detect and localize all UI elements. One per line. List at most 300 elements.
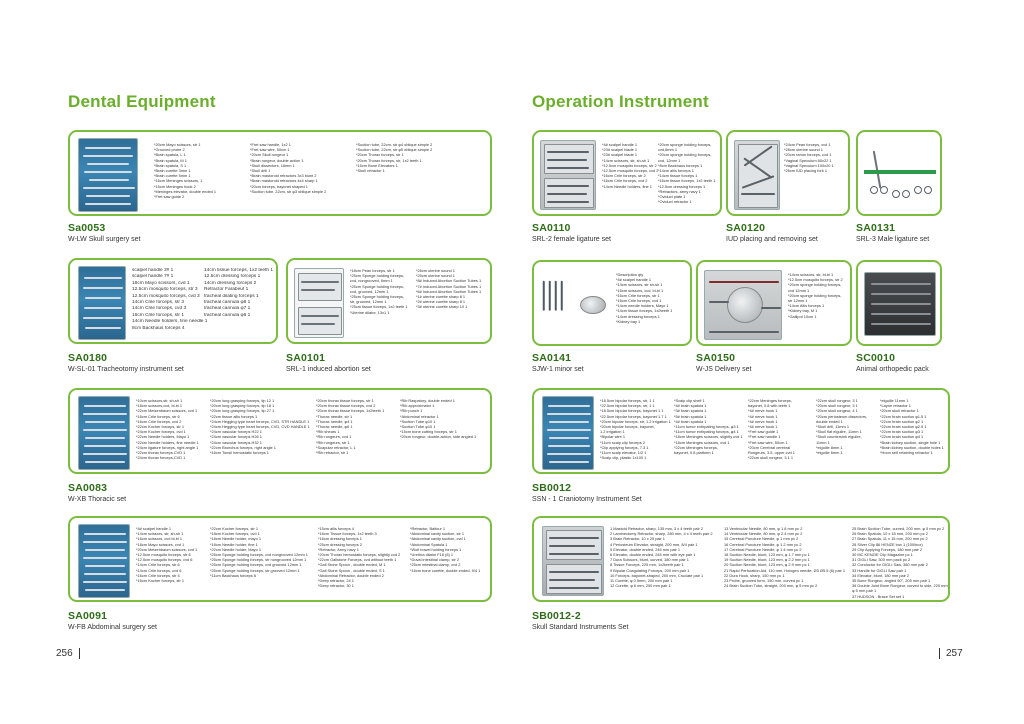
spec-line: *16cm Crile forceps, str 6 bbox=[136, 413, 180, 419]
spec-line: cvd, nongrooved, 6mm 1 bbox=[350, 278, 393, 284]
spec-line: *Abdominal cavity suction, str 1 bbox=[410, 531, 465, 537]
spec-line: 33 Handle for GIGLI Saw pair 1 bbox=[852, 567, 907, 573]
spec-line: 30 MC KENZIE Clip Magazine pc 1 bbox=[852, 552, 913, 558]
spec-line: 8cm Backhaus forceps 4 bbox=[132, 325, 185, 331]
spec-line: *Brain kidney suction, double holes 1 bbox=[880, 444, 944, 450]
product-photo-sa0053 bbox=[78, 138, 138, 212]
spec-line: *12.5cm mosquito forceps, cvd 2 bbox=[602, 168, 659, 174]
spec-line: tracheal cannula φ8 1 bbox=[204, 300, 251, 306]
spec-line: *20cm Thorax hemostatic forceps, slightly cvd 2 bbox=[318, 552, 401, 558]
spec-line: 7 Dura Scissors, blunt, curved, 180 mm pair 1 bbox=[610, 557, 689, 563]
spec-line: 4 Periosteum Elevator, straight, 200 mm, 8/4 pair 1 bbox=[610, 541, 698, 547]
product-photo-sa0180 bbox=[78, 266, 126, 340]
product-name-sb0012-2: Skull Standard Instruments Set bbox=[532, 624, 629, 631]
spec-line: 16cm Crile forceps, str 1 bbox=[132, 312, 184, 318]
spec-line: *22cm thorax forceps,CVD 1 bbox=[136, 450, 186, 456]
spec-line: 14cm Needle holders, fine needle 1 bbox=[132, 319, 208, 325]
spec-line: 11mm 1 bbox=[816, 439, 830, 445]
spec-line: *Fret saw handle, 1x2 1 bbox=[250, 142, 291, 147]
spec-line: *18.5cm bipolar forceps, bayonet 1 1 bbox=[600, 408, 664, 414]
spec-line: *20cm forceps, bayonet shaped 1 bbox=[250, 183, 308, 189]
product-photo-sa0101 bbox=[294, 268, 344, 338]
spec-line: *3# brain spatula 1 bbox=[674, 408, 707, 414]
spec-line: *14cm scissors, str, sh-sh 1 bbox=[136, 531, 184, 537]
spec-column bbox=[136, 526, 197, 583]
spec-line: *Suction Tube φ10 1 bbox=[400, 418, 436, 424]
spec-column bbox=[154, 142, 216, 199]
spec-line: bayonet, 0.8 platform 1 bbox=[674, 450, 714, 456]
spec-column bbox=[852, 526, 948, 602]
spec-line: *14cm scissors, str, bl-bl 1 bbox=[788, 272, 834, 277]
spec-line: *4# brain spatula 1 bbox=[674, 418, 707, 424]
spec-line: *25cm uterine sound 1 bbox=[416, 273, 455, 279]
spec-line: *14cm scissors, str sh-sh 1 bbox=[616, 282, 663, 288]
spec-column bbox=[724, 526, 845, 588]
product-code-sa0053: Sa0053 bbox=[68, 222, 106, 234]
spec-line: *20cm Thorax forceps, str, 1x2 teeth 1 bbox=[356, 157, 422, 163]
spec-line: *20cm lung grasping forceps, tip 18 1 bbox=[210, 403, 275, 409]
spec-line: *Gall Stone Spoon , double ended, M 1 bbox=[318, 562, 386, 568]
spec-line: 11 Curette, φ 0.5mm, 200 mm pair 1 bbox=[610, 578, 673, 584]
product-name-sa0091: W-FB Abdominal surgery set bbox=[68, 624, 157, 631]
spec-line: *22cm Bronchus forceps, right angle 1 bbox=[210, 444, 276, 450]
spec-line: *24cm Hegging type heart forceps, CVD, STR HANDLE 1 bbox=[210, 418, 310, 424]
product-card-sa0131 bbox=[856, 130, 942, 216]
product-card-sa0150 bbox=[696, 260, 852, 346]
spec-line: 29 Clip Applying Forceps, 180 mm pair 2 bbox=[852, 546, 923, 552]
spec-line: *Skull dissectors, 16mm 1 bbox=[250, 162, 295, 168]
spec-line: *25cm Sponge holding forceps, cvd nongrooved 12mm 1 bbox=[210, 552, 308, 558]
spec-line: *25cm Sponge holding forceps, bbox=[350, 294, 405, 300]
spec-line: *22cm Needle holders, Mayo 1 bbox=[136, 434, 190, 440]
spec-line: *18cm scissors,cvd, bl-bl 1 bbox=[136, 403, 183, 409]
spec-line: 38 KANEY scalp clip applying forceps, 180mm pair 2 bbox=[852, 598, 943, 602]
spec-line: *Kidney tray, M 1 bbox=[788, 308, 818, 314]
spec-line: *Suction Tube φ10 1 bbox=[400, 424, 436, 430]
spec-line: *16cm Tissue forceps, 1x2 teeth 3 bbox=[318, 531, 377, 537]
spec-line: *18cm Meninges scissors, slightly cvd 1 bbox=[674, 434, 743, 440]
spec-line: *Hoon self retaining retractor 1 bbox=[880, 450, 933, 456]
product-code-sc0010: SC0010 bbox=[856, 352, 896, 364]
spec-line: *16cm Crile forceps, cvd 2 bbox=[602, 178, 648, 184]
spec-line: *14cm Crile forceps, cvd 6 bbox=[136, 567, 182, 573]
spec-column bbox=[416, 268, 481, 310]
spec-line: *4# scalpel handle 1 bbox=[136, 526, 172, 531]
spec-line: 31 GIGLI Saw, 300 mm pack pc 2 bbox=[852, 557, 911, 563]
spec-line: *Brain spatula, L 1 bbox=[154, 152, 186, 158]
spec-line: *16cm Tonsil hemostatic forceps 1 bbox=[210, 450, 269, 456]
product-name-sa0131: SRL-3 Male ligature set bbox=[856, 236, 930, 243]
spec-line: *16cm dressing forceps 1 bbox=[318, 536, 362, 542]
spec-line: *11cm Backhaus forceps 6 bbox=[210, 572, 256, 578]
spec-line: *elguille 6mm 1 bbox=[816, 450, 843, 456]
spec-line: *14cm Crile forceps, str 6 bbox=[136, 562, 180, 568]
spec-line: *12.5cm dressing forceps 1 bbox=[658, 183, 706, 189]
spec-line: *20cm sponge holding forceps, bbox=[788, 282, 842, 288]
spec-line: *2# uterine curette sharp 8 1 bbox=[416, 299, 466, 305]
spec-line: 3 Brain Retractor, 10 x 25 pair 1 bbox=[610, 536, 665, 542]
spec-line: *Rib punch 1 bbox=[400, 408, 423, 414]
product-name-sa0101: SRL-1 induced abortion set bbox=[286, 366, 371, 373]
product-photo-sa0110 bbox=[540, 140, 596, 210]
spec-line: *14cm Needle holders, fine 1 bbox=[602, 183, 652, 189]
spec-line: Rongeurs, 3.5, upper cvd 1 bbox=[748, 450, 795, 456]
product-name-sc0010: Animal orthopedic pack bbox=[856, 366, 929, 373]
spec-line: cvd, grooved, 12mm 1 bbox=[350, 288, 389, 294]
product-name-sa0141: SJW-1 minor set bbox=[532, 366, 584, 373]
spec-line: *20cm Skull rongeur 1 bbox=[250, 152, 289, 158]
spec-line: *4# brain spatula 1 bbox=[674, 403, 707, 409]
spec-column bbox=[674, 398, 743, 455]
spec-line: *4# scalpel handle 1 bbox=[602, 142, 638, 147]
spec-line: *Kidney tray 1 bbox=[616, 318, 641, 324]
spec-line: *12.5cm mosquito forceps, str 6 bbox=[136, 552, 191, 558]
product-name-sa0053: W-LW Skull surgery set bbox=[68, 236, 141, 243]
spec-line: 26 Brain Spatula, 10 x 18 mm, 200 mm pc 2 bbox=[852, 531, 928, 537]
spec-line: *Retractors, army navy 1 bbox=[658, 188, 701, 194]
spec-line: cvd, 12mm 1 bbox=[658, 157, 681, 163]
product-card-sa0101 bbox=[286, 258, 492, 344]
product-name-sa0110: SRL-2 female ligature set bbox=[532, 236, 611, 243]
spec-line: *14cm needle holders, Mayo 1 bbox=[616, 303, 669, 309]
section-title-operation-instrument: Operation Instrument bbox=[532, 92, 709, 111]
spec-line: *11cm scalp elevator, 1/2 1 bbox=[600, 450, 647, 456]
spec-line: *20cm thorax tissue forceps, str 1 bbox=[316, 398, 374, 403]
spec-line: *Skull retractor 1 bbox=[356, 168, 385, 174]
spec-line: *4# nerve hook 1 bbox=[748, 408, 778, 414]
spec-line: *Retractor, Army navy 1 bbox=[318, 546, 359, 552]
spec-line: 22 Dura Hook, sharp, 150 mm pc 1 bbox=[724, 572, 785, 578]
right-page bbox=[512, 0, 1024, 724]
spec-line: *16cm Crile forceps, cvd 1 bbox=[616, 298, 662, 304]
spec-line: *14cm tissue forceps 1 bbox=[658, 173, 698, 179]
spec-line: 37 HUDSON - Brace Set set 1 bbox=[852, 593, 905, 599]
spec-line: *12.5cm mosquito forceps, cvd 6 bbox=[136, 557, 193, 563]
product-photo-sa0091 bbox=[78, 524, 130, 598]
spec-line: *8cm Backhaus forceps 1 bbox=[658, 162, 703, 168]
spec-line: *23# scalpel blade 1 bbox=[602, 147, 638, 153]
product-name-sa0120: IUD placing and removing set bbox=[726, 236, 818, 243]
spec-line: str, grooved, 12mm 1 bbox=[350, 299, 387, 305]
spec-line: *14cm dressing forceps 1 bbox=[616, 313, 660, 319]
spec-line: *25cm tissue forceps, 1x2 teeth 1 bbox=[350, 304, 408, 310]
product-photo-sa0083 bbox=[78, 396, 130, 470]
spec-line: *24cm ligature forceps, right angle 1 bbox=[136, 444, 199, 450]
spec-line: *22cm Needle holders, fine needle 1 bbox=[136, 439, 199, 445]
spec-line: *20cm lung grasping forceps, tip 27 1 bbox=[210, 408, 275, 414]
spec-column bbox=[350, 268, 408, 315]
spec-column bbox=[610, 526, 713, 588]
spec-column bbox=[600, 398, 671, 460]
spec-line: *Abdominal Retractor, double ended 2 bbox=[318, 572, 384, 578]
spec-line: *22cm brain suction φ1.5 1 bbox=[880, 413, 927, 419]
spec-line: *16cm tissue forceps, 1x2 teeth 1 bbox=[658, 178, 716, 184]
spec-line: *20cm skull rongeur, 3 1 bbox=[816, 403, 858, 409]
spec-line: scalpel handle 3# 1 bbox=[132, 268, 174, 273]
spec-line: *14cm allis forceps 1 bbox=[658, 168, 694, 174]
spec-line: *Thorax needle, φ6 1 bbox=[316, 424, 353, 430]
spec-line: *16cm Crile forceps, str 2 bbox=[602, 173, 646, 179]
spec-line: *22cm brain suction φ3 1 bbox=[880, 429, 924, 435]
spec-line: *25cm Sponge holding forceps, str nongrooved 12mm 1 bbox=[210, 557, 307, 563]
spec-line: *12.5cm mosquito forceps, str 2 bbox=[788, 277, 843, 283]
spec-line: *20cm bipolar forceps, bayonet, bbox=[600, 424, 655, 430]
spec-line: *22cm skull rongeur, 3 1 bbox=[816, 398, 858, 403]
spec-line: *22cm brain suction φ2 1 bbox=[880, 418, 924, 424]
spec-line: *Skull drill 1 bbox=[250, 168, 271, 174]
product-name-sa0150: W-JS Delivery set bbox=[696, 366, 752, 373]
spec-line: *Deep retractor, 30 1 bbox=[318, 583, 354, 589]
spec-column bbox=[356, 142, 432, 173]
spec-line: φ 5 mm pair 1 bbox=[852, 588, 877, 594]
spec-line: *22.5cm bipolar forceps, str, 1 1 bbox=[600, 403, 655, 409]
spec-line: *Fret saw wire, 50cm 1 bbox=[748, 439, 788, 445]
spec-line: *20cm bipolar forceps, str, 1.2 irrigation 1 bbox=[600, 418, 671, 424]
spec-column bbox=[210, 526, 308, 578]
product-code-sa0110: SA0110 bbox=[532, 222, 571, 234]
spec-line: *18.5cm bipolar forceps, str, 1 1 bbox=[600, 398, 655, 403]
spec-line: *Vaginal Speculum 80x22 1 bbox=[784, 157, 832, 163]
product-card-sb0012-2 bbox=[532, 516, 950, 602]
spec-line: *25cm dressing forceps 2 bbox=[318, 541, 362, 547]
spec-column bbox=[880, 398, 944, 455]
spec-line: *20cm ranon forceps, cvd 1 bbox=[784, 152, 832, 158]
product-code-sb0012-2: SB0012-2 bbox=[532, 610, 581, 622]
product-card-sa0091 bbox=[68, 516, 492, 602]
spec-line: *20cm Cerebral cerebral bbox=[748, 444, 791, 450]
spec-line: *20cm sponge holding forceps, bbox=[658, 142, 712, 147]
spec-line: *11cm tumor extirpating forceps, φ3 1 bbox=[674, 424, 739, 430]
spec-line: *22cm Gallstone Forceps, cvd without teeth 1 bbox=[318, 557, 397, 563]
product-photo-sb0012-2 bbox=[542, 526, 604, 596]
product-photo-sb0012 bbox=[542, 396, 594, 470]
product-card-sc0010 bbox=[856, 260, 942, 346]
spec-line: *24cm vascular forceps H26 1 bbox=[210, 434, 262, 440]
spec-line: *elguille 8mm 1 bbox=[816, 444, 843, 450]
spec-line: *4# scalpel handle 1 bbox=[616, 277, 652, 283]
spec-line: 28 Silver Clip 86 HENZE box 1 (100/box) bbox=[852, 541, 923, 547]
spec-line: 20 Suction Needle, blunt, 123 mm, φ 2.9 mm pc 1 bbox=[724, 562, 810, 568]
spec-line: *Rib retractor, str 1 bbox=[316, 450, 349, 456]
spec-line: *Meninges elevator, double ended 1 bbox=[154, 188, 217, 194]
spec-line: *elguille 11mm 1 bbox=[880, 398, 909, 403]
spec-line: *18cm Pean forceps, str 1 bbox=[350, 268, 395, 273]
spec-line: *12.5cm mosquito forceps, str 2 bbox=[602, 162, 657, 168]
spec-line: str 12mm 1 bbox=[788, 298, 808, 304]
spec-line: *4# nerve hook 1 bbox=[748, 413, 778, 419]
spec-line: *4# nerve hook 1 bbox=[748, 424, 778, 430]
spec-line: 19 Suction Needle, blunt, 123 mm, φ 2.2 mm pc 1 bbox=[724, 557, 810, 563]
spec-line: *20cm Metzenbaum scissors, cvd 1 bbox=[136, 546, 198, 552]
spec-line: *Abdominal Spatula 1 bbox=[410, 541, 448, 547]
spec-line: *Brain mastoroid retractors 3x3 blunt 2 bbox=[250, 173, 317, 179]
spec-line: *Scalp clip, plastic 1x100 1 bbox=[600, 455, 647, 461]
spec-line: *Thorax needle, str 1 bbox=[316, 413, 353, 419]
spec-line: *Retractor, Balfour 1 bbox=[410, 526, 446, 531]
spec-line: *24cm Pean forceps, cvd 1 bbox=[784, 142, 831, 147]
spec-line: *Rib rongeurs, str 1 bbox=[316, 439, 350, 445]
spec-line: *Rib shears 1 bbox=[316, 429, 340, 435]
spec-line: *Gallipot 10cm 1 bbox=[788, 313, 817, 319]
spec-line: *24cm Hegging type heart forceps, CVD, CVD HANDLE 1 bbox=[210, 424, 310, 430]
spec-line: *Uterine dilator, 13x1 1 bbox=[350, 309, 390, 315]
spec-line: *Brain mastoroid retractors 4x4 sharp 1 bbox=[250, 178, 318, 184]
product-code-sa0083: SA0083 bbox=[68, 482, 108, 494]
spec-line: 15 Cerebral Puncture Needle, φ 1 mm pc 2 bbox=[724, 536, 799, 542]
spec-line: *Urethra dilator F16 (8) 1 bbox=[410, 552, 454, 558]
spec-column bbox=[400, 398, 476, 440]
spec-line: *Abdominal cavity suction, cvd 1 bbox=[410, 536, 466, 542]
spec-line: *Skull flat elguilre, 11mm 1 bbox=[816, 429, 862, 435]
spec-line: *Scalp clip shelf 1 bbox=[674, 398, 705, 403]
product-code-sa0150: SA0150 bbox=[696, 352, 736, 364]
spec-line: 14cm dressing forceps 2 bbox=[204, 280, 257, 286]
spec-line: 5 Elevator, double ended, 245 mm pair 1 bbox=[610, 546, 681, 552]
product-card-sb0012 bbox=[532, 388, 950, 474]
spec-line: 1 Mastoid Retractor, sharp, 135 mm, 3 x 4 teeth pair 2 bbox=[610, 526, 703, 531]
spec-line: *Clip applying forceps, 7.3 1 bbox=[600, 444, 649, 450]
spec-column bbox=[784, 142, 834, 173]
spec-line: *Grooved probe 2 bbox=[154, 147, 185, 153]
spec-line: *20cm Thorax forceps, str 1 bbox=[356, 152, 404, 158]
spec-line: *11cm tumor extirpating forceps, φ4 1 bbox=[674, 429, 739, 435]
spec-line: *23# scalpel blade 1 bbox=[602, 152, 638, 158]
spec-column bbox=[602, 142, 658, 189]
spec-line: *24cm Kocher forceps, cvd 1 bbox=[136, 429, 186, 435]
spec-line: cvd,6mm 1 bbox=[658, 147, 678, 153]
spec-line: 24 Brain Suction Tube, straight, 200 mm, φ 5 mm pc 2 bbox=[724, 583, 818, 589]
spec-line: *22cm brain suction φ2.5 1 bbox=[880, 424, 927, 430]
spec-line: *Suction tube, 22cm, str φ3 oblique simple 2 bbox=[250, 188, 327, 194]
spec-line: *14cm tissue forceps, 1x2teeth 1 bbox=[616, 308, 673, 314]
spec-line: *14cm scissors, str, sh-sh 1 bbox=[602, 157, 650, 163]
spec-line: *11cm scalp clip forceps 2 bbox=[600, 439, 645, 445]
spec-line: *22cm Kocher forceps, str 1 bbox=[210, 526, 259, 531]
spec-line: *16cm scissors, cvd, bl-bl 1 bbox=[616, 287, 664, 293]
spec-line: 14cm tissue forceps, 1x2 teeth 1 bbox=[204, 268, 274, 273]
spec-line: *18cm Needle holder, fine 1 bbox=[210, 541, 258, 547]
spec-column bbox=[210, 398, 310, 455]
spec-line: 6 Elevator, double ended, 245 mm with eye pair 1 bbox=[610, 552, 696, 558]
spec-line: 14cm Crile forceps, str 3 bbox=[132, 300, 184, 306]
product-code-sa0131: SA0131 bbox=[856, 222, 896, 234]
spec-line: *18cm Mayo scissors, cvd 1 bbox=[136, 541, 185, 547]
spec-line: double ended 1 bbox=[816, 418, 843, 424]
spec-line: *22.5cm bipolar forceps, bayonet 1.7 1 bbox=[600, 413, 667, 419]
product-card-sa0110 bbox=[532, 130, 722, 216]
spec-line: *1# uterine curette sharp 8 1 bbox=[416, 294, 466, 300]
product-name-sa0180: W-SL-01 Tracheotomy instrument set bbox=[68, 366, 184, 373]
spec-line: *26cm uterine sound 1 bbox=[416, 268, 455, 273]
spec-line: *16cm Crile forceps, str 1 bbox=[616, 292, 660, 298]
spec-line: *Scapular retractor, L 1 bbox=[316, 444, 356, 450]
spec-line: 1.2 irrigation 1 bbox=[600, 429, 625, 435]
spec-line: *Brain kidney suction, single hole 1 bbox=[880, 439, 941, 445]
product-photo-sa0120 bbox=[734, 140, 780, 210]
spec-line: *Layne retractor 1 bbox=[880, 403, 911, 409]
spec-line: *Gall Stone Spoon , double ended, S 1 bbox=[318, 567, 385, 573]
spec-line: *Vaginal Speculum 100x20 1 bbox=[784, 162, 834, 168]
product-card-sa0141 bbox=[532, 260, 692, 346]
spec-column bbox=[132, 268, 207, 332]
spec-line: *22cm Meninges forceps, bbox=[748, 398, 792, 403]
spec-line: *18cm Kocher forceps, cvd 1 bbox=[210, 531, 260, 537]
spec-line: 12.5cm mosquito forceps, cvd 3 bbox=[132, 293, 200, 299]
spec-line: *Deep retractor, 24 1 bbox=[318, 578, 354, 584]
spec-line: 18cm Mayo scissors, cvd 1 bbox=[132, 280, 190, 286]
spec-line: 14cm Crile forceps, cvd 3 bbox=[132, 306, 187, 312]
spec-line: *15cm allis forceps 4 bbox=[318, 526, 354, 531]
spec-column bbox=[616, 272, 672, 324]
spec-line: *5# brain spatula 1 bbox=[674, 413, 707, 419]
spec-line: *Rib approximator 1 bbox=[400, 403, 435, 409]
spec-line: *20cm rongeur, double-action, side angled 1 bbox=[400, 434, 477, 440]
spec-line: *25cm Sponge holding forceps, bbox=[350, 283, 405, 289]
spec-line: *24cm vascular forceps H22 1 bbox=[210, 429, 262, 435]
spec-column bbox=[316, 398, 384, 455]
spec-line: *Brain curette 5mm 1 bbox=[154, 173, 191, 179]
spec-line: tracheal dilating forceps 1 bbox=[204, 293, 259, 299]
product-name-sb0012: SSN - 1 Craniotomy Instrument Set bbox=[532, 496, 642, 503]
spec-line: 36 Double Joint Bone Rongeur, curved to side, 220 mm bbox=[852, 583, 948, 589]
spec-line: *20cm thorax tissue forceps, 1x2teeth 1 bbox=[316, 408, 385, 414]
product-photo-sa0131 bbox=[864, 140, 936, 208]
spec-line: *Suction tube, 22cm, str φ4 oblique simple 2 bbox=[356, 142, 433, 147]
spec-line: *15cm Meninges hook 2 bbox=[154, 183, 196, 189]
spec-line: *Brain rongeur, double action 1 bbox=[250, 157, 304, 163]
spec-line: *16cm bone curette, double ended, 9/4 1 bbox=[410, 567, 481, 573]
spec-line: *20cm lung grasping forceps, tip 12 1 bbox=[210, 398, 275, 403]
spec-line: *28cm uterine sound 1 bbox=[784, 147, 823, 153]
spec-line: *20cm sponge holding forceps, bbox=[788, 292, 842, 298]
spec-line: *Abdominal retractor 1 bbox=[400, 413, 439, 419]
spec-line: *24cm thorax forceps,CVD 1 bbox=[136, 455, 186, 461]
product-code-sb0012: SB0012 bbox=[532, 482, 572, 494]
spec-line: *10cm scissors,str, sh-sh 1 bbox=[136, 398, 183, 403]
spec-line: *Oviduct retractor 1 bbox=[658, 199, 692, 205]
product-photo-sc0010 bbox=[864, 272, 936, 336]
spec-line: *15cm Bone Elevators 1 bbox=[356, 162, 398, 168]
spec-line: *18cm Needle holder, mayo 1 bbox=[210, 536, 262, 542]
spec-line: *26cm IUD placing fork 1 bbox=[784, 168, 828, 174]
spec-line: *Skull drill, 11mm 1 bbox=[816, 424, 850, 430]
product-code-sa0180: SA0180 bbox=[68, 352, 108, 364]
spec-line: 21 Rapid Perforation Aid, 110 mm, Hologen needle, Ø3 Ø5.5 (6) pair 1 bbox=[724, 567, 846, 573]
spec-line: 17 Cerebral Puncture Needle, φ 1.4 mm pc 2 bbox=[724, 546, 802, 552]
spec-line: *20cm thorax tissue forceps, cvd 2 bbox=[316, 403, 376, 409]
spec-line: *16cm Crile forceps, str 4 bbox=[136, 572, 180, 578]
spec-column bbox=[816, 398, 867, 455]
spec-line: 2 Laminectomy Retractor, sharp, 280 mm, 4 x 4 teeth pair 2 bbox=[610, 531, 713, 537]
product-photo-sa0150 bbox=[704, 270, 782, 340]
spec-line: *18cm Meninges scissors, cvd 1 bbox=[674, 439, 730, 445]
spec-line: *16cm Kocher forceps, str 1 bbox=[136, 578, 185, 584]
spec-column bbox=[788, 272, 843, 319]
spec-line: cvd 12mm 1 bbox=[788, 287, 810, 293]
product-photo-sa0141 bbox=[540, 270, 610, 340]
spec-line: *14cm Allis forceps 1 bbox=[788, 303, 825, 309]
spec-line: 25 Brain Suction Tube, curved, 200 mm, φ 5 mm pc 2 bbox=[852, 526, 945, 531]
spec-line: *Description qty bbox=[616, 272, 644, 277]
spec-line: 32 Conductor for GIGLI Saw, 380 mm pair 2 bbox=[852, 562, 928, 568]
spec-line: *24cm vascular forceps H32 1 bbox=[210, 439, 262, 445]
spec-line: *6# Induced Abortion Suction Tubes 1 bbox=[416, 288, 482, 294]
spec-line: 18 Suction Needle, blunt, 123 mm, φ 1.7 mm pc 1 bbox=[724, 552, 810, 558]
spec-line: bayonet, 0.8 with teeth 1 bbox=[748, 403, 791, 409]
spec-line: *Duval intestinal clamp, str 2 bbox=[410, 557, 460, 563]
spec-line: *20cm periosteum dissectors, bbox=[816, 413, 868, 419]
product-code-sa0141: SA0141 bbox=[532, 352, 572, 364]
